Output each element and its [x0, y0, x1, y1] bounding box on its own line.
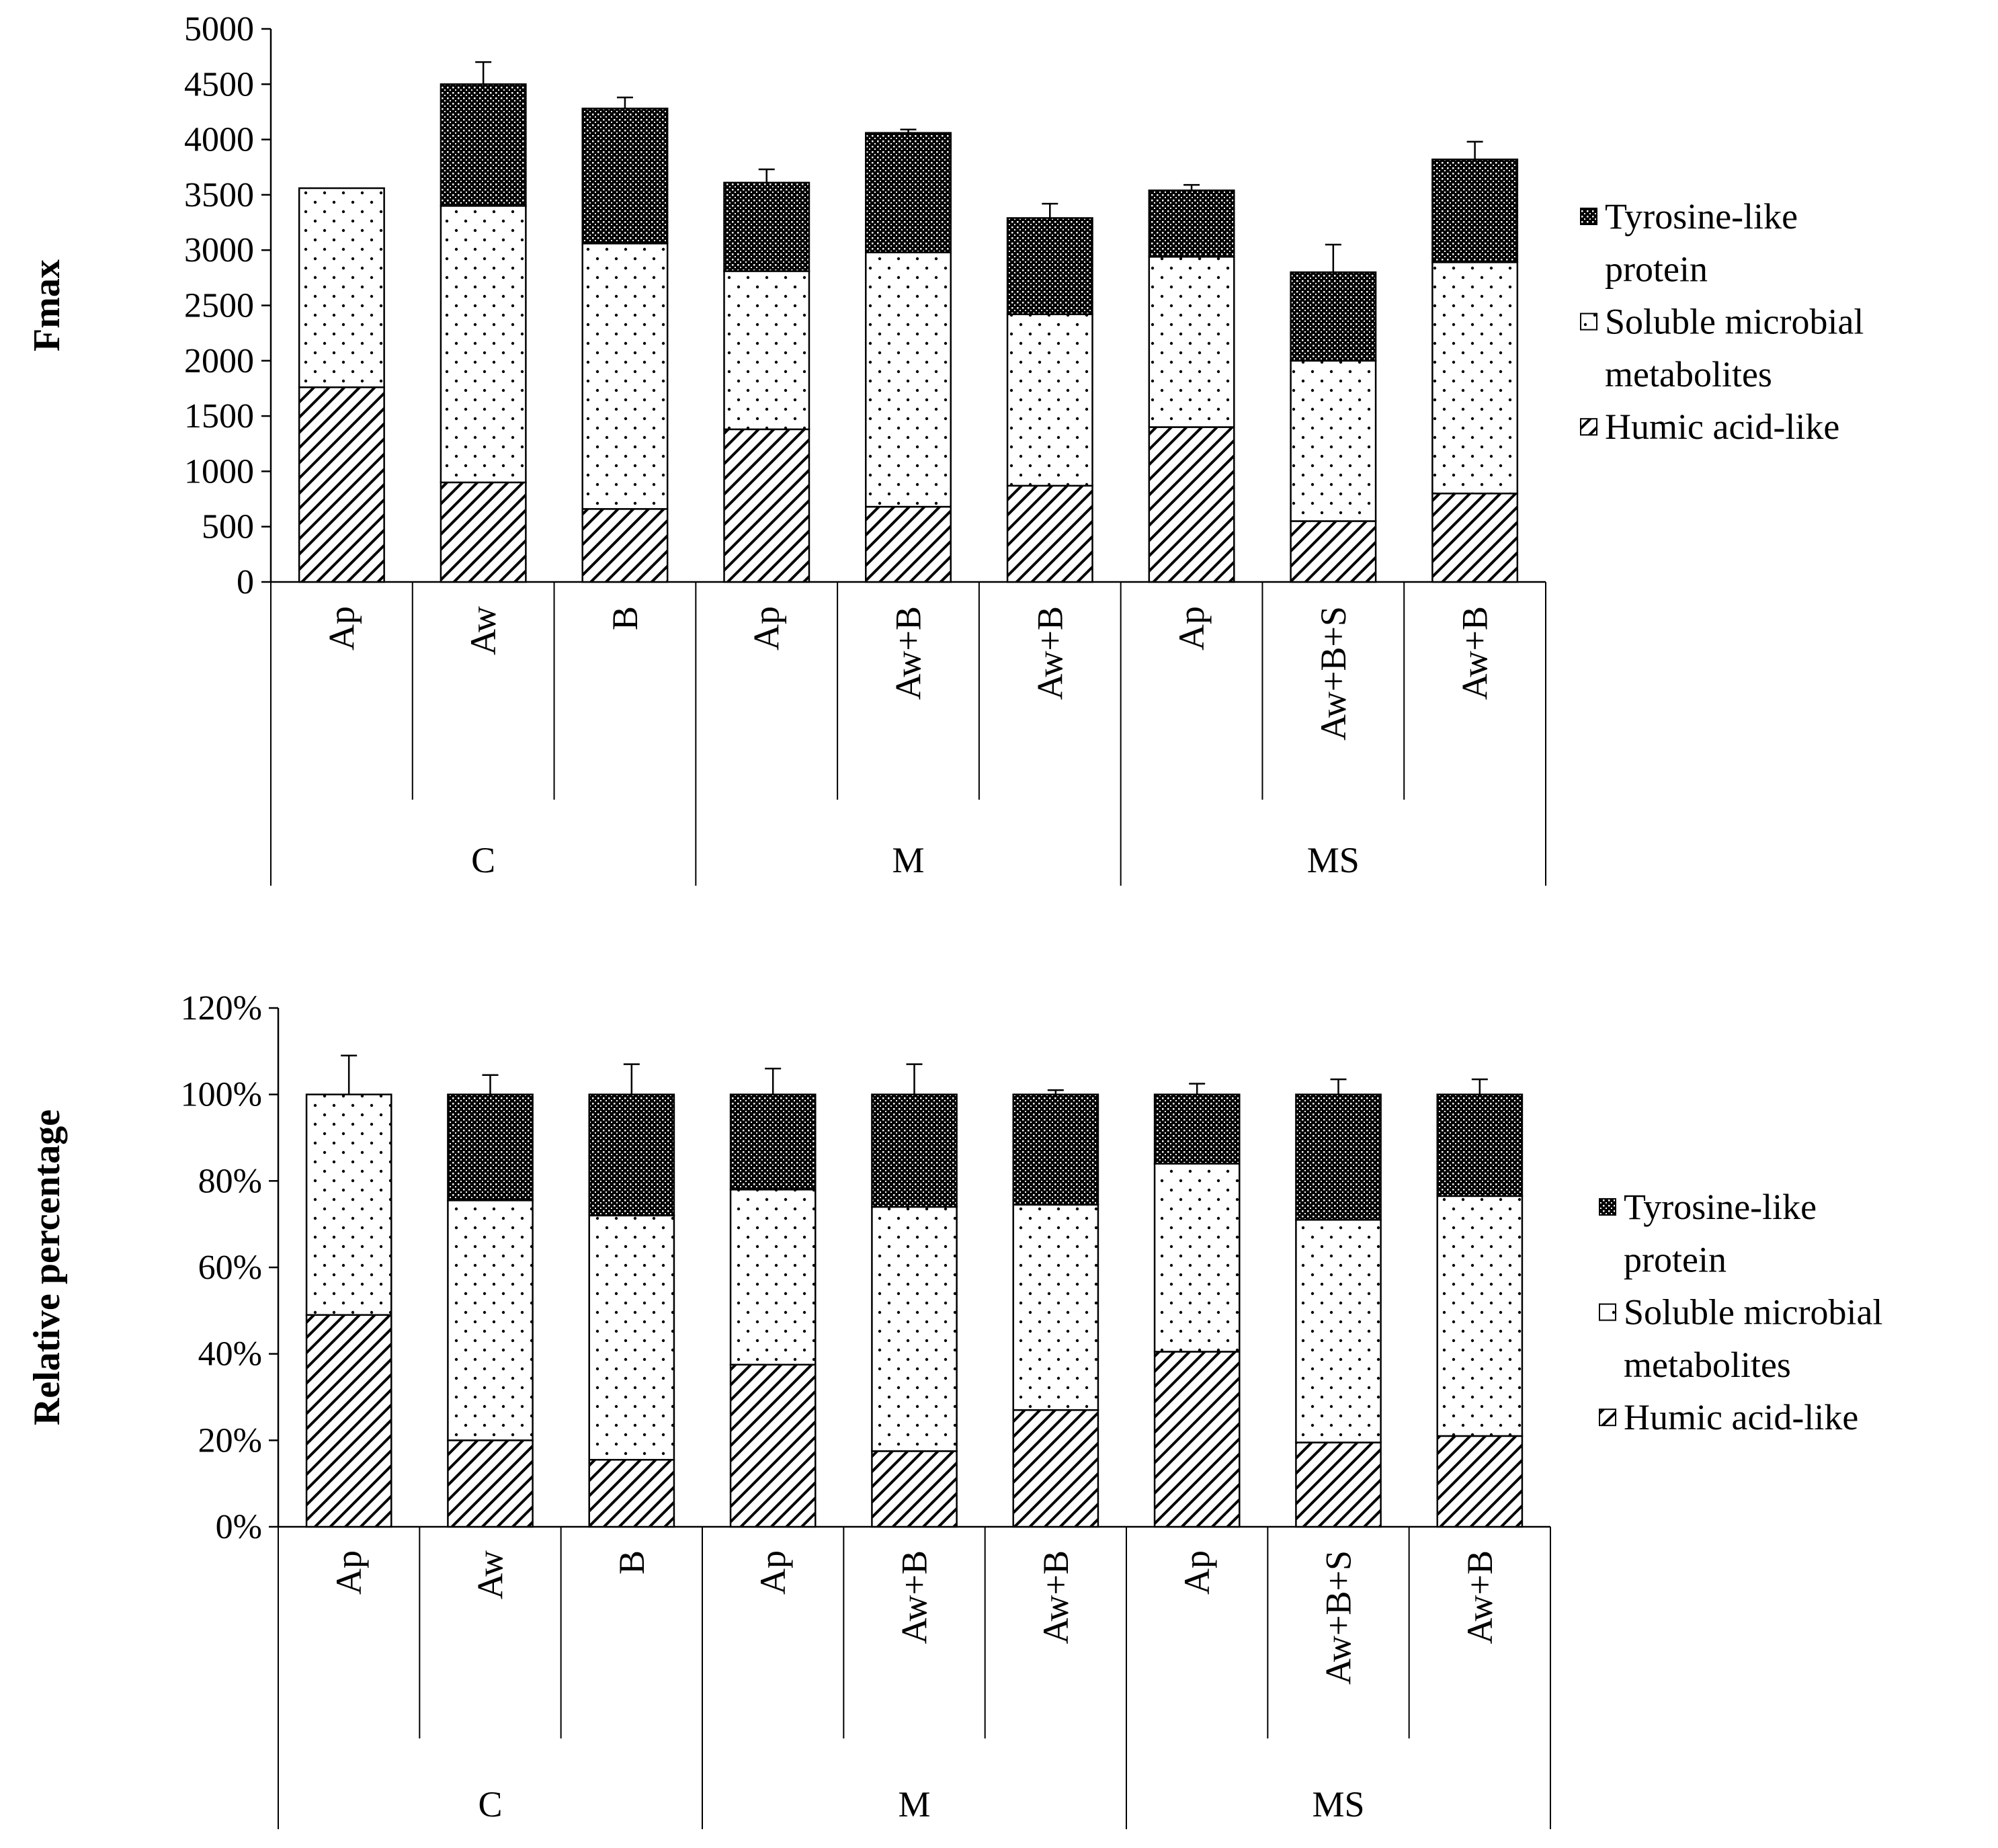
- x-tick-label: Aw+B: [1035, 1550, 1076, 1644]
- y-tick-label: 40%: [198, 1335, 262, 1374]
- bar-segment: [1296, 1095, 1380, 1220]
- bar-segment: [583, 243, 667, 509]
- legend-label: Humic acid-like: [1624, 1397, 1859, 1438]
- x-tick-label: Aw+B: [1030, 606, 1071, 700]
- bar-segment: [1013, 1410, 1098, 1527]
- legend-label-cont: metabolites: [1605, 353, 1772, 394]
- bar-segment: [583, 109, 667, 244]
- y-tick-label: 0: [237, 563, 254, 601]
- y-tick-label: 80%: [198, 1162, 262, 1201]
- y-tick-label: 2000: [184, 341, 254, 380]
- chart-2: [26, 989, 1883, 1829]
- bar-segment: [724, 429, 808, 582]
- bar-segment: [866, 133, 950, 253]
- y-tick-label: 2500: [184, 286, 254, 325]
- legend: [1599, 1187, 1882, 1437]
- y-tick-label: 500: [202, 507, 254, 546]
- y-tick-label: 0%: [215, 1508, 262, 1546]
- x-tick-label: Ap: [753, 1550, 794, 1595]
- bar-segment: [306, 1315, 391, 1527]
- x-group-label: M: [892, 840, 925, 880]
- bar-segment: [1438, 1196, 1522, 1436]
- x-tick-label: Aw+B: [888, 606, 929, 700]
- x-group-label: M: [898, 1784, 931, 1824]
- legend-swatch: [1599, 1199, 1616, 1215]
- bar-segment: [731, 1365, 815, 1527]
- bar-segment: [441, 84, 526, 206]
- y-tick-label: 4000: [184, 120, 254, 159]
- bar-segment: [1432, 262, 1517, 493]
- y-tick-label: 5000: [184, 10, 254, 48]
- bar-segment: [872, 1207, 956, 1451]
- x-tick-label: B: [604, 606, 645, 631]
- y-tick-label: 4500: [184, 65, 254, 104]
- bar-segment: [1013, 1095, 1098, 1205]
- x-tick-label: Ap: [321, 606, 362, 650]
- x-tick-label: Aw+B+S: [1313, 606, 1354, 741]
- bar-segment: [299, 188, 384, 387]
- bar-segment: [872, 1451, 956, 1527]
- y-axis-label: Fmax: [26, 259, 68, 351]
- legend-label-cont: protein: [1605, 249, 1708, 290]
- y-tick-label: 100%: [180, 1075, 262, 1114]
- x-tick-label: Ap: [1177, 1550, 1218, 1595]
- x-group-label: C: [478, 1784, 503, 1824]
- legend-swatch: [1599, 1409, 1616, 1425]
- y-tick-label: 1000: [184, 452, 254, 491]
- bar-segment: [866, 252, 950, 507]
- bar-segment: [1149, 257, 1234, 427]
- legend: [1581, 196, 1864, 447]
- bar-segment: [1291, 272, 1376, 361]
- x-tick-label: B: [611, 1550, 652, 1575]
- chart-1: [26, 10, 1864, 886]
- bar-segment: [731, 1095, 815, 1190]
- x-tick-label: Aw+B: [1454, 606, 1495, 700]
- bar-segment: [1155, 1095, 1239, 1164]
- bar-segment: [1432, 493, 1517, 582]
- bar-segment: [1149, 427, 1234, 582]
- bar-segment: [1296, 1443, 1380, 1527]
- bar-segment: [1013, 1205, 1098, 1411]
- bar-segment: [306, 1095, 391, 1315]
- bar-segment: [1155, 1351, 1239, 1527]
- legend-label: Tyrosine-like: [1624, 1187, 1817, 1227]
- y-tick-label: 120%: [180, 989, 262, 1027]
- bar-segment: [1438, 1095, 1522, 1196]
- bar-segment: [583, 509, 667, 582]
- bar-segment: [448, 1440, 532, 1527]
- bar-segment: [589, 1216, 674, 1460]
- x-tick-label: Ap: [329, 1550, 370, 1595]
- legend-label: Humic acid-like: [1605, 407, 1840, 448]
- x-group-label: MS: [1306, 840, 1360, 880]
- x-group-label: MS: [1312, 1784, 1365, 1824]
- x-tick-label: Ap: [746, 606, 787, 650]
- bar-segment: [1438, 1436, 1522, 1527]
- y-axis-label: Relative percentage: [26, 1109, 68, 1426]
- legend-label-cont: protein: [1624, 1239, 1726, 1280]
- bar-segment: [1432, 159, 1517, 262]
- legend-swatch: [1581, 208, 1597, 224]
- bar-segment: [589, 1460, 674, 1527]
- bar-segment: [724, 183, 808, 271]
- bar-segment: [1155, 1164, 1239, 1352]
- bar-segment: [448, 1200, 532, 1440]
- y-tick-label: 1500: [184, 397, 254, 436]
- x-tick-label: Aw+B+S: [1318, 1550, 1359, 1685]
- y-tick-label: 3000: [184, 231, 254, 270]
- bar-segment: [1007, 314, 1092, 486]
- bar-segment: [872, 1095, 956, 1207]
- bar-segment: [1007, 218, 1092, 314]
- x-tick-label: Aw: [463, 606, 504, 656]
- bar-segment: [724, 271, 808, 429]
- legend-label-cont: metabolites: [1624, 1344, 1791, 1385]
- bar-segment: [448, 1095, 532, 1201]
- legend-label: Soluble microbial: [1624, 1292, 1883, 1333]
- x-tick-label: Aw: [470, 1550, 511, 1600]
- bar-segment: [589, 1095, 674, 1216]
- legend-swatch: [1581, 419, 1597, 435]
- bar-segment: [299, 387, 384, 582]
- bar-segment: [731, 1189, 815, 1365]
- y-tick-label: 3500: [184, 175, 254, 214]
- bar-segment: [441, 206, 526, 482]
- x-tick-label: Ap: [1171, 606, 1212, 650]
- x-tick-label: Aw+B: [894, 1550, 935, 1644]
- legend-label: Tyrosine-like: [1605, 196, 1798, 237]
- bar-segment: [1296, 1220, 1380, 1442]
- legend-swatch: [1599, 1304, 1616, 1320]
- bar-segment: [1007, 486, 1092, 582]
- bar-segment: [1291, 521, 1376, 582]
- bar-segment: [1149, 190, 1234, 257]
- legend-swatch: [1581, 314, 1597, 330]
- y-tick-label: 20%: [198, 1421, 262, 1460]
- legend-label: Soluble microbial: [1605, 301, 1864, 342]
- x-tick-label: Aw+B: [1459, 1550, 1500, 1644]
- x-group-label: C: [471, 840, 496, 880]
- bar-segment: [441, 482, 526, 582]
- bar-segment: [866, 507, 950, 582]
- y-tick-label: 60%: [198, 1249, 262, 1287]
- bar-segment: [1291, 361, 1376, 521]
